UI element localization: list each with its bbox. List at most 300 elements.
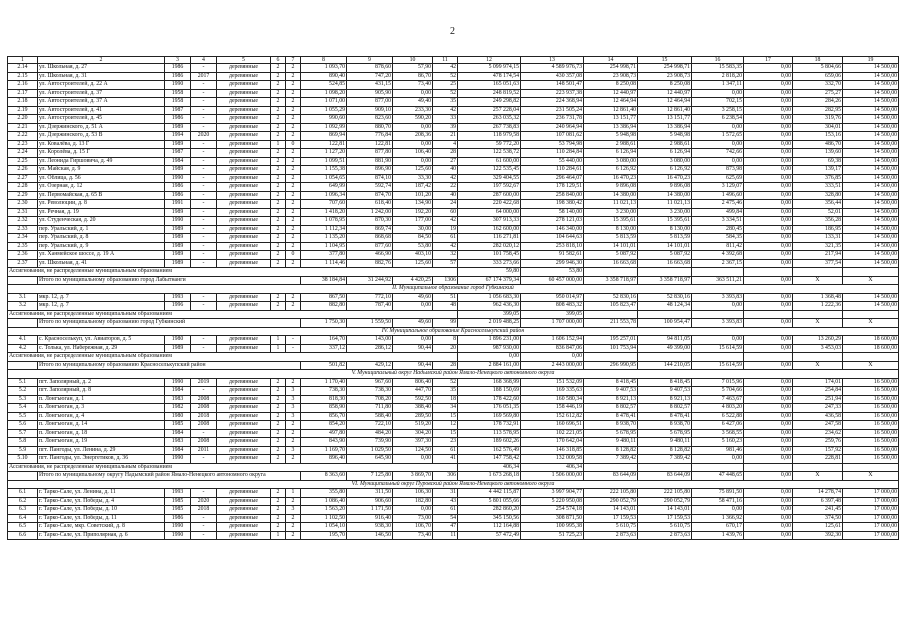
table-cell: 59,80 [458,268,521,277]
table-cell: 51 725,23 [521,531,584,540]
table-cell: 2.30 [8,200,38,209]
table-cell: 2 [271,421,286,430]
table-row [8,446,899,455]
table-cell: 52 [433,72,458,81]
table-cell: 7 463,67 [692,395,744,404]
table-cell: деревянные [217,149,271,158]
table-row [8,523,899,532]
table-cell: X [793,276,843,285]
table-cell: 3 393,83 [692,319,744,328]
table-cell: 431,15 [347,81,393,90]
table-cell: 8 130,00 [638,225,692,234]
table-row [8,115,899,124]
table-cell [744,353,793,362]
table-cell: 7 389,42 [638,455,692,464]
table-cell: 2 [286,89,301,98]
table-cell: 2020 [191,132,217,141]
table-cell: 2.25 [8,157,38,166]
table-cell: 1 750,30 [301,319,347,328]
table-cell: X [843,276,899,285]
table-cell: 1980 [165,336,191,345]
table-cell: 153,16 [793,132,843,141]
table-cell: 304,01 [793,123,843,132]
table-cell: - [191,225,217,234]
table-cell: 188 150,69 [458,387,521,396]
table-cell: 0,00 [744,421,793,430]
table-cell: деревянные [217,293,271,302]
table-cell: 14 500,00 [843,115,899,124]
table-cell: 144 210,05 [638,361,692,370]
table-cell: 1989 [165,208,191,217]
table-cell: 881,90 [347,157,393,166]
table-cell: 101 753,94 [584,344,638,353]
table-cell: 162 576,49 [458,446,521,455]
table-cell: 217,94 [793,251,843,260]
table-cell: 5 678,95 [584,429,638,438]
table-cell: 3 358 718,97 [584,276,638,285]
table-cell: 18 [433,395,458,404]
table-cell: 278 121,03 [521,217,584,226]
table-cell [584,463,638,472]
table-cell: 38 184,84 [301,276,347,285]
table-cell: 406,34 [521,463,584,472]
table-cell: 282 020,12 [458,242,521,251]
table-cell: 28 [433,149,458,158]
table-cell [8,319,38,328]
table-cell: - [191,242,217,251]
table-cell: 5 813,59 [638,234,692,243]
table-cell: 0,00 [744,302,793,311]
table-cell: 2 [271,412,286,421]
table-cell: 0 [286,251,301,260]
table-cell: 1991 [165,200,191,209]
table-cell: 843,90 [301,438,347,447]
column-number-cell: 10 [393,57,433,64]
table-cell: 3 [286,446,301,455]
table-cell: 110 284,61 [521,166,584,175]
table-cell: 447,70 [393,387,433,396]
table-cell: 1 559,50 [347,319,393,328]
table-cell: 584,35 [692,234,744,243]
table-cell: 0,00 [744,183,793,192]
table-cell: 61 [433,234,458,243]
table-cell: 2.27 [8,174,38,183]
table-cell: - [191,98,217,107]
table-cell: 2 [286,225,301,234]
table-cell: 286,12 [347,344,393,353]
table-cell: 0,00 [393,140,433,149]
table-cell: 1 [271,336,286,345]
table-cell: 18 600,00 [843,344,899,353]
table-cell: 0,00 [744,429,793,438]
table-cell: 625,69 [692,174,744,183]
table-cell: деревянные [217,140,271,149]
table-cell: 739,90 [347,438,393,447]
table-cell: 14 500,00 [843,259,899,268]
table-cell: деревянные [217,132,271,141]
table-cell: 197 592,67 [458,183,521,192]
table-row [8,251,899,260]
table-cell: 905,90 [347,89,393,98]
table-cell: 24 [433,200,458,209]
table-cell: 6.1 [8,489,38,498]
table-cell: 8 130,00 [584,225,638,234]
table-cell: 0,00 [744,387,793,396]
table-cell: 896,90 [347,166,393,175]
table-cell: 5 678,95 [638,429,692,438]
table-cell: 14 380,00 [638,191,692,200]
table-cell: 124,50 [393,446,433,455]
table-cell: 14 101,01 [638,242,692,251]
table-cell: 392,30 [793,531,843,540]
table-cell: деревянные [217,404,271,413]
table-cell: 1984 [165,429,191,438]
table-cell: деревянные [217,81,271,90]
table-cell: 247,58 [793,421,843,430]
table-cell: 47 [433,523,458,532]
table-cell: 1 078,95 [301,217,347,226]
table-cell: 14 500,00 [843,200,899,209]
table-cell: - [191,387,217,396]
table-cell: 241,45 [793,506,843,515]
table-cell: 1 368,48 [793,293,843,302]
table-cell: 174,01 [793,378,843,387]
table-cell: 192,20 [393,208,433,217]
table-cell: 14 278,74 [793,489,843,498]
table-cell: 0,00 [744,531,793,540]
table-cell: 0,00 [744,438,793,447]
table-cell: 67 174 379,34 [458,276,521,285]
table-cell: 7 389,42 [584,455,638,464]
table-cell: 2 [286,514,301,523]
table-cell: 263 035,32 [458,115,521,124]
table-cell: 106,40 [393,149,433,158]
table-cell: 14 500,00 [843,183,899,192]
table-cell: г. Тарко-Сале, ул. Победы, д. 11 [38,514,165,523]
table-cell: 990,60 [301,115,347,124]
table-cell: 2 [286,378,301,387]
table-cell: 0,00 [692,506,744,515]
table-cell: 64 000,00 [458,208,521,217]
table-cell: 52 830,16 [638,293,692,302]
table-cell: 2 873,63 [638,531,692,540]
row-label: Ассигнования, не распределенные муниципальным образованием [8,463,458,472]
table-cell: 0,00 [692,140,744,149]
section-title: VI. Муниципальный округ Пуровский район Ямало-Ненецкого автономного округа [8,480,899,489]
table-cell: 2 367,15 [692,259,744,268]
table-cell: 1 [286,489,301,498]
table-cell: 1980 [165,412,191,421]
table-cell: 12 861,40 [584,106,638,115]
table-cell: деревянные [217,336,271,345]
table-cell: 49,40 [393,98,433,107]
table-cell: 1989 [165,123,191,132]
table-cell: 17 000,00 [843,531,899,540]
table-cell: 8 250,08 [584,81,638,90]
table-cell: деревянные [217,183,271,192]
table-cell: 329 404,55 [458,174,521,183]
table-cell: 169 335,63 [521,387,584,396]
table-cell: 106,70 [393,523,433,532]
table-cell: 702,15 [692,98,744,107]
table-cell: 882,76 [347,259,393,268]
table-cell: 168 368,99 [458,378,521,387]
table-cell: 466,90 [347,251,393,260]
table-cell: - [191,531,217,540]
table-cell: 170 642,04 [521,438,584,447]
section-title-row [8,370,899,379]
row-label: Итого по муниципальному образованию город Губкинский [38,319,301,328]
column-number-cell: 5 [217,57,271,64]
table-cell: 290 052,79 [638,497,692,506]
table-cell: 8 938,70 [638,421,692,430]
table-cell: 856,70 [301,412,347,421]
table-cell: - [191,123,217,132]
table-cell: 854,20 [301,421,347,430]
table-cell: 275,27 [793,89,843,98]
table-cell: 2 [271,200,286,209]
table-cell: 17 000,00 [843,514,899,523]
table-cell: 2.32 [8,217,38,226]
table-cell: 94 811,05 [638,336,692,345]
table-cell: 0,00 [744,115,793,124]
table-cell: пер. Уральский, д. 9 [38,242,165,251]
table-cell: пер. Уральский, д. 1 [38,225,165,234]
table-cell: 2.15 [8,72,38,81]
table-cell: 259,76 [793,438,843,447]
table-cell: 5 801 055,66 [458,497,521,506]
table-cell: 1958 [165,89,191,98]
table-cell: 2.34 [8,234,38,243]
table-cell: 14 500,00 [843,225,899,234]
table-cell: 2 [286,217,301,226]
table-cell: деревянные [217,242,271,251]
table-cell: 524,85 [301,81,347,90]
table-cell [692,353,744,362]
table-cell: 0,00 [744,497,793,506]
page-number: 2 [450,26,455,37]
table-cell: 2 [271,183,286,192]
table-cell: 1989 [165,225,191,234]
table-cell: 16 500,00 [843,395,899,404]
table-cell: 9 896,08 [584,183,638,192]
table-cell: 870,30 [347,217,393,226]
table-cell: 3 258,15 [692,106,744,115]
table-cell: 1306 [433,276,458,285]
table-cell: 13 260,29 [793,336,843,345]
table-cell: 2 [286,208,301,217]
table-cell: - [191,336,217,345]
table-cell: 104 644,63 [521,234,584,243]
table-cell: деревянные [217,412,271,421]
table-cell: 178 732,91 [458,421,521,430]
table-cell: деревянные [217,378,271,387]
table-cell [692,268,744,277]
table-cell: 1 054,10 [301,523,347,532]
table-cell: 2 988,61 [584,140,638,149]
table-cell: 2 [271,208,286,217]
table-cell: 332,70 [793,81,843,90]
table-cell: деревянные [217,395,271,404]
table-cell: 90,44 [393,344,433,353]
table-cell: 52,01 [793,208,843,217]
table-cell: 17 159,53 [584,514,638,523]
column-number-cell: 15 [638,57,692,64]
table-cell: 6 522,88 [692,412,744,421]
table-cell: 249 298,82 [458,98,521,107]
table-cell: 882,80 [301,302,347,311]
table-cell [638,353,692,362]
table-cell: 484,20 [347,429,393,438]
table-cell: 1 506 000,00 [521,472,584,481]
table-cell: 1989 [165,234,191,243]
table-cell: 2 [286,293,301,302]
unallocated-note-row [8,310,899,319]
table-cell: 0,00 [692,336,744,345]
table-cell: - [191,259,217,268]
unallocated-note-row [8,463,899,472]
table-cell: 1994 [165,132,191,141]
table-cell: 178 129,51 [521,183,584,192]
table-cell: 2 [286,242,301,251]
table-cell: пгт. Пангоды, ул. Ленина, д. 29 [38,446,165,455]
table-cell: 376,85 [793,174,843,183]
table-cell: 17 000,00 [843,523,899,532]
table-cell: деревянные [217,234,271,243]
table-cell: 5 813,59 [584,234,638,243]
table-cell: - [191,106,217,115]
table-cell: ул. Первомайская, д. 65 В [38,191,165,200]
table-cell: 1987 [165,106,191,115]
table-cell: 6 238,54 [692,115,744,124]
table-cell: 2019 [191,378,217,387]
table-cell: 195 257,01 [584,336,638,345]
table-cell: 14 500,00 [843,81,899,90]
table-cell: 258 840,00 [521,191,584,200]
table-cell: деревянные [217,497,271,506]
total-row [8,361,899,370]
table-cell: 938,30 [347,523,393,532]
table-cell: 19 [433,225,458,234]
table-cell: 14 500,00 [843,251,899,260]
table-cell: 73,40 [393,81,433,90]
table-cell: - [191,149,217,158]
table-cell: - [286,336,301,345]
section-title: V. Муниципальный округ Надымский район Ямало-Ненецкого автономного округа [8,370,899,379]
table-cell: 2 [286,157,301,166]
table-cell: - [191,523,217,532]
table-cell: 2 [286,106,301,115]
table-cell: ул. Облица, д. 56 [38,174,165,183]
table-cell: ул. Школьная, д. 27 [38,64,165,73]
table-cell: X [793,361,843,370]
table-cell: 0,00 [744,157,793,166]
table-cell: 61 [433,446,458,455]
table-cell: 12 464,94 [638,98,692,107]
table-cell: 147 758,42 [458,455,521,464]
table-cell: деревянные [217,523,271,532]
table-cell: 27 [433,157,458,166]
table-cell: 28 [433,361,458,370]
table-cell: 90,44 [393,361,433,370]
table-cell [584,310,638,319]
table-cell: 3 869,70 [393,472,433,481]
table-cell: 1 418,20 [301,208,347,217]
table-cell: 2 [286,174,301,183]
table-cell: деревянные [217,157,271,166]
table-cell: 0,00 [744,489,793,498]
table-cell: 328,80 [793,191,843,200]
table-cell: 222 105,80 [584,489,638,498]
table-cell: 5 087,92 [638,251,692,260]
table-cell: 962 436,30 [458,302,521,311]
table-cell: 16 500,00 [843,412,899,421]
table-cell: 306 [433,472,458,481]
table-cell: 53,80 [521,268,584,277]
table-cell: 157,92 [793,446,843,455]
table-cell: 4.2 [8,344,38,353]
table-cell: 8 128,82 [584,446,638,455]
table-cell: 906,60 [347,497,393,506]
table-cell: 110 284,84 [521,149,584,158]
table-cell: 1958 [165,98,191,107]
table-cell: X [793,319,843,328]
table-cell [793,463,843,472]
table-cell [692,310,744,319]
column-number-cell: 6 [271,57,286,64]
table-cell: 251,94 [793,395,843,404]
table-cell: 4 442 115,87 [458,489,521,498]
table-cell: 1 096,34 [301,191,347,200]
table-cell: 118 979,58 [458,132,521,141]
table-cell: 2 [286,166,301,175]
table-cell: 2018 [191,506,217,515]
table-cell: 1986 [165,64,191,73]
table-cell: 14 500,00 [843,123,899,132]
table-cell: 48 [433,302,458,311]
table-cell: 14 101,01 [584,242,638,251]
table-cell: 14 380,00 [584,191,638,200]
table-cell: 12 440,97 [584,89,638,98]
table-cell: 16 500,00 [843,421,899,430]
table-cell: 2 [286,132,301,141]
row-label: Итого по муниципальному образованию город Лабытнанги [38,276,301,285]
table-cell: 2 [271,404,286,413]
table-cell: 1990 [165,523,191,532]
table-cell: 4.1 [8,336,38,345]
table-cell: 12 861,40 [638,106,692,115]
table-cell: 618,40 [347,200,393,209]
table-cell: деревянные [217,506,271,515]
table-cell: ул. Озерная, д. 12 [38,183,165,192]
table-cell: 15 [433,429,458,438]
table-cell: - [191,455,217,464]
table-cell: 14 500,00 [843,149,899,158]
table-cell: 122 535,45 [458,166,521,175]
table-cell: 987 930,00 [458,344,521,353]
table-cell: 6.2 [8,497,38,506]
table-cell: - [191,200,217,209]
column-number-cell: 14 [584,57,638,64]
table-cell: 2.26 [8,166,38,175]
table-cell: 6 126,92 [638,166,692,175]
table-cell: 25 [433,81,458,90]
table-cell: 13 151,77 [584,115,638,124]
table-cell: 52 [433,378,458,387]
table-cell: - [191,514,217,523]
table-cell: 1 439,76 [692,531,744,540]
table-cell: 967,60 [347,378,393,387]
